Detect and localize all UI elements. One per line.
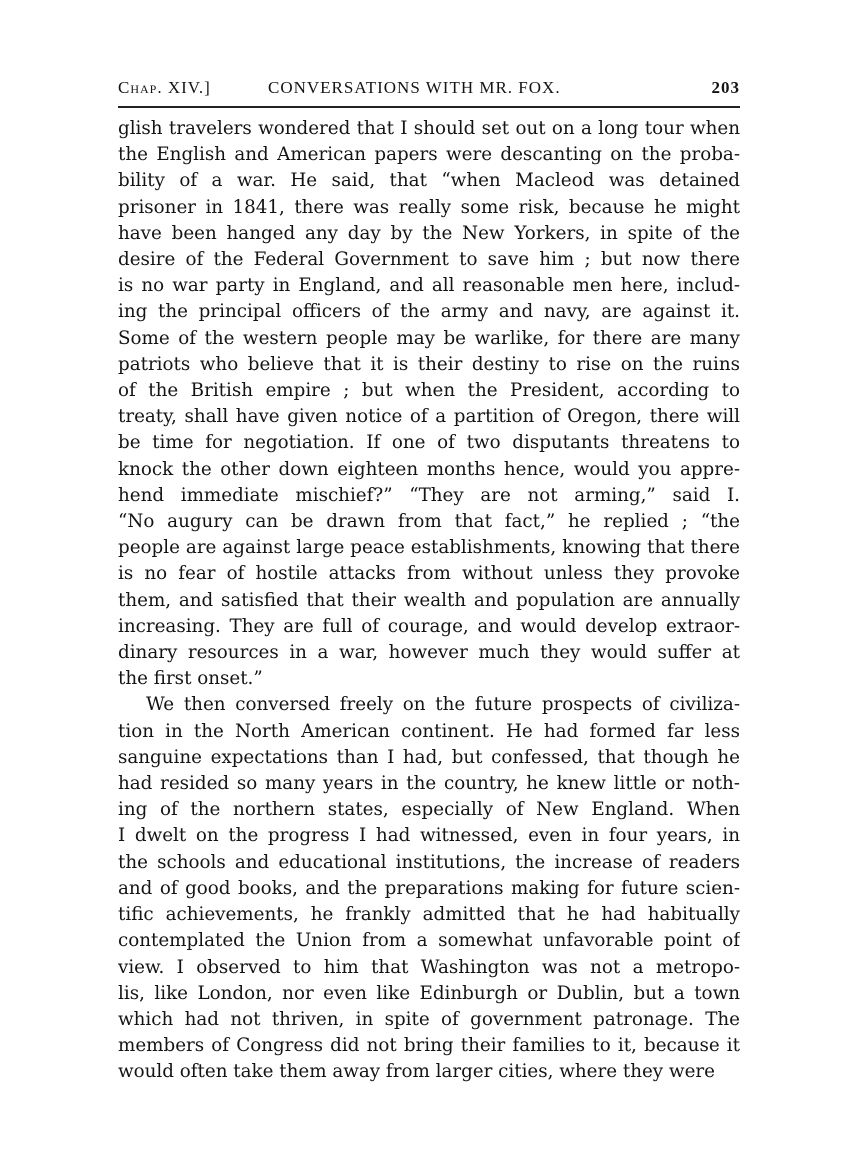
text-line: bility of a war. He said, that “when Macleod was detained	[118, 170, 740, 192]
text-line: which had not thriven, in spite of government patronage. The	[118, 1008, 740, 1030]
text-line: people are against large peace establishments, knowing that there	[118, 537, 740, 559]
text-line: is no war party in England, and all reasonable men here, includ-	[118, 275, 740, 297]
header-rule	[118, 106, 740, 108]
text-line: hend immediate mischief?” “They are not arming,” said I.	[118, 484, 740, 506]
text-line: tion in the North American continent. He had formed far less	[118, 720, 740, 742]
text-line: prisoner in 1841, there was really some risk, because he might	[118, 196, 740, 218]
body-text	[118, 116, 740, 1086]
text-line: have been hanged any day by the New Yorkers, in spite of the	[118, 222, 740, 244]
text-line: treaty, shall have given notice of a partition of Oregon, there will	[118, 406, 740, 428]
text-line: had resided so many years in the country, he knew little or noth-	[118, 773, 740, 795]
running-head	[118, 74, 740, 102]
text-line: We then conversed freely on the future prospects of civiliza-	[146, 694, 740, 716]
text-line: members of Congress did not bring their families to it, because it	[118, 1035, 740, 1057]
text-line: ing of the northern states, especially of New England. When	[118, 799, 740, 821]
text-line: knock the other down eighteen months hence, would you appre-	[118, 458, 740, 480]
text-line: view. I observed to him that Washington was not a metropo-	[118, 956, 740, 978]
text-line: tific achievements, he frankly admitted that he had habitually	[118, 904, 740, 926]
page-number: 203	[711, 78, 740, 97]
text-line: is no fear of hostile attacks from without unless they provoke	[118, 563, 740, 585]
text-line: of the British empire ; but when the President, according to	[118, 380, 740, 402]
text-line: and of good books, and the preparations making for future scien-	[118, 877, 740, 899]
chapter-marker: Chap. XIV.]	[118, 78, 211, 97]
text-line: Some of the western people may be warlike, for there are many	[118, 327, 740, 349]
text-line: would often take them away from larger cities, where they were	[118, 1061, 715, 1083]
running-title: CONVERSATIONS WITH MR. FOX.	[268, 78, 561, 97]
text-line: contemplated the Union from a somewhat unfavorable point of	[118, 930, 740, 952]
text-line: glish travelers wondered that I should set out on a long tour when	[118, 118, 740, 139]
paragraph	[118, 116, 740, 692]
text-line: the schools and educational institutions, the increase of readers	[118, 851, 740, 873]
text-line: the first onset.”	[118, 668, 263, 690]
text-line: them, and satisfied that their wealth and population are annually	[118, 589, 740, 611]
text-line: I dwelt on the progress I had witnessed, even in four years, in	[118, 825, 740, 847]
text-line: sanguine expectations than I had, but confessed, that though he	[118, 746, 740, 768]
text-line: “No augury can be drawn from that fact,” he replied ; “the	[118, 511, 740, 533]
text-line: the English and American papers were descanting on the proba-	[118, 144, 740, 166]
text-line: dinary resources in a war, however much they would suffer at	[118, 642, 740, 664]
text-line: patriots who believe that it is their destiny to rise on the ruins	[118, 353, 740, 375]
paragraph	[118, 692, 740, 1085]
text-line: increasing. They are full of courage, and would develop extraor-	[118, 615, 740, 637]
text-line: ing the principal officers of the army and navy, are against it.	[118, 301, 740, 323]
book-page	[118, 74, 740, 1086]
text-line: lis, like London, nor even like Edinburgh or Dublin, but a town	[118, 982, 740, 1004]
text-line: be time for negotiation. If one of two disputants threatens to	[118, 432, 740, 454]
text-line: desire of the Federal Government to save him ; but now there	[118, 249, 740, 271]
